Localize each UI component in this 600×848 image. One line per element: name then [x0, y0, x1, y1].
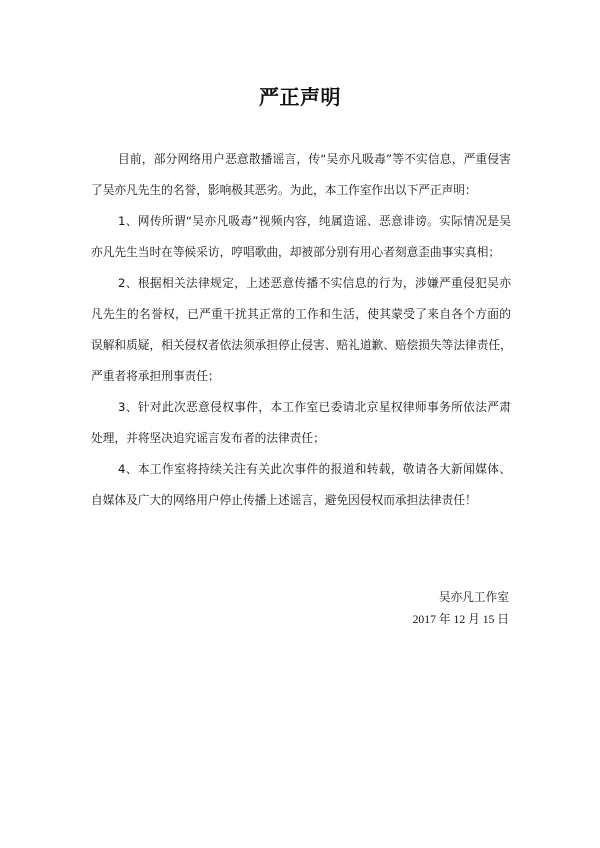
- paragraph-line: 4、本工作室将持续关注有关此次事件的报道和转载，敬请各大新闻媒体、: [118, 462, 511, 476]
- paragraph-line: 亦凡先生当时在等候采访，哼唱歌曲，却被部分别有用心者刻意歪曲事实真相；: [91, 245, 501, 259]
- paragraph-line: 2、根据相关法律规定，上述恶意传播不实信息的行为，涉嫌严重侵犯吴亦: [118, 276, 511, 290]
- paragraph-line: 目前，部分网络用户恶意散播谣言，传“吴亦凡吸毒”等不实信息，严重侵害: [118, 152, 511, 166]
- statement-paragraph-3: [91, 392, 511, 454]
- statement-paragraph-1: [91, 206, 511, 268]
- paragraph-line: 误解和质疑，相关侵权者依法须承担停止侵害、赔礼道歉、赔偿损失等法律责任，: [91, 338, 512, 352]
- statement-body: [91, 144, 511, 516]
- signature-name: 吴亦凡工作室: [438, 590, 509, 604]
- document-title: 严正声明: [259, 85, 341, 109]
- statement-paragraph-intro: [91, 144, 511, 206]
- paragraph-line: 3、针对此次恶意侵权事件，本工作室已委请北京星权律师事务所依法严肃: [118, 400, 511, 414]
- paragraph-line: 自媒体及广大的网络用户停止传播上述谣言，避免因侵权而承担法律责任！: [91, 493, 477, 507]
- statement-paragraph-4: [91, 454, 511, 516]
- statement-paragraph-2: [91, 268, 511, 392]
- paragraph-line: 处理，并将坚决追究谣言发布者的法律责任；: [91, 431, 325, 445]
- paragraph-line: 1、网传所谓“吴亦凡吸毒”视频内容，纯属造谣、恶意诽谤。实际情况是吴: [118, 214, 511, 228]
- paragraph-line: 了吴亦凡先生的名誉，影响极其恶劣。为此，本工作室作出以下严正声明：: [91, 183, 477, 197]
- paragraph-line: 凡先生的名誉权，已严重干扰其正常的工作和生活，使其蒙受了来自各个方面的: [91, 307, 511, 321]
- paragraph-line: 严重者将承担刑事责任；: [91, 369, 220, 383]
- signature-date: 2017 年 12 月 15 日: [412, 613, 509, 626]
